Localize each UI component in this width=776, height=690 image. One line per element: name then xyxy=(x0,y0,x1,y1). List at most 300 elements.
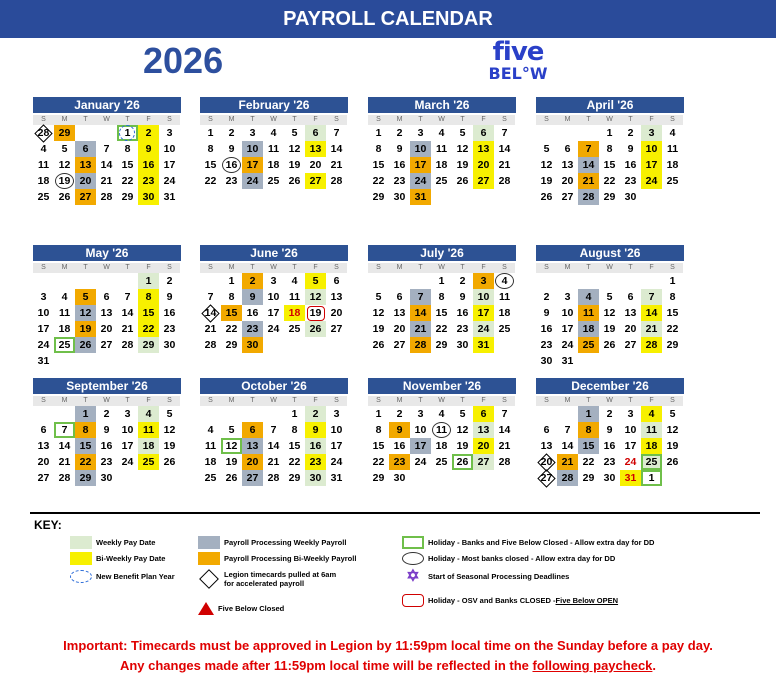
weekday-label: T xyxy=(410,396,431,406)
week-row xyxy=(536,305,684,321)
month-title: February '26 xyxy=(200,97,348,113)
day-cell: 11 xyxy=(435,143,448,155)
day-cell: 10 xyxy=(414,424,427,436)
weekday-label: W xyxy=(263,115,284,125)
key-seasonal: ✡ Start of Seasonal Processing Deadlines xyxy=(402,570,569,583)
day-cell: 5 xyxy=(459,408,466,420)
day-cell: 9 xyxy=(305,422,326,438)
month-title: October '26 xyxy=(200,378,348,394)
week-row xyxy=(536,422,684,438)
day-cell: 16 xyxy=(305,438,326,454)
day-cell: 21 xyxy=(204,323,217,335)
key-legion: Legion timecards pulled at 6am for accelerated payroll xyxy=(198,570,336,588)
month-title: May '26 xyxy=(33,245,181,261)
weekday-header xyxy=(200,261,348,273)
day-cell: 22 xyxy=(204,175,217,187)
day-cell: 7 xyxy=(578,141,599,157)
day-cell: 1 xyxy=(375,408,382,420)
day-cell: 2 xyxy=(627,127,634,139)
day-cell: 18 xyxy=(666,159,679,171)
day-cell xyxy=(200,406,221,422)
day-cell: 26 xyxy=(372,339,385,351)
month-title: March '26 xyxy=(368,97,516,113)
day-cell: 9 xyxy=(166,291,173,303)
day-cell xyxy=(75,353,96,369)
week-row xyxy=(200,305,348,321)
day-cell: 1 xyxy=(375,127,382,139)
day-cell: 20 xyxy=(561,175,574,187)
month-1 xyxy=(33,97,181,205)
weekday-label: T xyxy=(578,115,599,125)
day-cell: 27 xyxy=(100,339,113,351)
day-cell: 10 xyxy=(242,141,263,157)
weekday-label: S xyxy=(494,115,515,125)
day-cell: 5 xyxy=(375,291,382,303)
weekday-label: M xyxy=(221,396,242,406)
day-cell: 21 xyxy=(58,456,71,468)
day-cell: 27 xyxy=(242,470,263,486)
day-cell: 2 xyxy=(606,408,613,420)
day-cell: 9 xyxy=(396,143,403,155)
day-cell: 29 xyxy=(138,337,159,353)
day-cell: 7 xyxy=(641,289,662,305)
day-cell: 26 xyxy=(305,321,326,337)
day-cell: 6 xyxy=(473,406,494,422)
day-cell: 23 xyxy=(305,454,326,470)
day-cell: 30 xyxy=(305,470,326,486)
key-holiday-oval: Holiday - Most banks closed - Allow extra day for DD xyxy=(402,552,615,565)
weekday-label: S xyxy=(326,396,347,406)
day-cell: 8 xyxy=(207,143,214,155)
day-cell xyxy=(452,189,473,205)
week-row xyxy=(368,422,516,438)
day-cell: 16 xyxy=(624,159,637,171)
day-cell: 22 xyxy=(435,323,448,335)
weekday-label: T xyxy=(117,396,138,406)
weekday-label: M xyxy=(54,115,75,125)
day-cell: 1 xyxy=(669,275,676,287)
day-cell: 29 xyxy=(225,339,238,351)
weekday-label: T xyxy=(242,263,263,273)
day-cell: 18 xyxy=(435,159,448,171)
weekday-label: F xyxy=(305,396,326,406)
day-cell: 25 xyxy=(37,191,50,203)
day-cell: 30 xyxy=(540,355,553,367)
day-cell: 21 xyxy=(330,159,343,171)
week-row xyxy=(368,141,516,157)
day-cell: 11 xyxy=(58,307,71,319)
day-cell: 20 xyxy=(393,323,406,335)
day-cell: 8 xyxy=(75,422,96,438)
day-cell: 27 xyxy=(561,191,574,203)
week-row xyxy=(200,173,348,189)
weekday-header xyxy=(368,113,516,125)
day-cell: 15 xyxy=(603,159,616,171)
day-cell: 12 xyxy=(603,307,616,319)
day-cell xyxy=(578,353,599,369)
weekday-label: T xyxy=(284,396,305,406)
week-row xyxy=(368,189,516,205)
week-row xyxy=(368,438,516,454)
day-cell: 2 xyxy=(228,127,235,139)
day-cell: 22 xyxy=(372,175,385,187)
day-cell: 20 xyxy=(624,323,637,335)
day-cell: 11 xyxy=(641,422,662,438)
day-cell: 24 xyxy=(267,323,280,335)
weekday-label: S xyxy=(326,263,347,273)
star-icon: ✡ xyxy=(406,568,420,585)
day-cell: 19 xyxy=(540,175,553,187)
weekday-label: F xyxy=(305,263,326,273)
day-cell: 15 xyxy=(138,305,159,321)
day-cell: 8 xyxy=(438,291,445,303)
day-cell: 20 xyxy=(309,159,322,171)
month-5 xyxy=(33,245,181,369)
day-cell: 31 xyxy=(330,472,343,484)
day-cell: 15 xyxy=(75,438,96,454)
day-cell: 13 xyxy=(561,159,574,171)
week-row xyxy=(33,305,181,321)
day-cell: 29 xyxy=(372,472,385,484)
day-cell xyxy=(662,189,683,205)
day-cell: 28 xyxy=(58,472,71,484)
month-title: June '26 xyxy=(200,245,348,261)
day-cell: 4 xyxy=(291,275,298,287)
day-cell: 15 xyxy=(435,307,448,319)
key-benefit-plan: New Benefit Plan Year xyxy=(70,570,175,583)
day-cell: 28 xyxy=(557,470,578,486)
day-cell: 10 xyxy=(624,424,637,436)
weekday-label: T xyxy=(284,263,305,273)
day-cell: 19 xyxy=(225,456,238,468)
day-cell: 12 xyxy=(540,159,553,171)
week-row xyxy=(536,438,684,454)
day-cell: 21 xyxy=(641,321,662,337)
week-row xyxy=(368,321,516,337)
day-cell: 12 xyxy=(221,438,242,454)
weekday-label: S xyxy=(159,396,180,406)
day-cell xyxy=(536,125,557,141)
week-row xyxy=(33,189,181,205)
weekday-label: T xyxy=(620,115,641,125)
day-cell: 1 xyxy=(606,127,613,139)
day-cell: 24 xyxy=(624,456,637,468)
day-cell: 27 xyxy=(473,454,494,470)
day-cell: 18 xyxy=(138,438,159,454)
day-cell: 20 xyxy=(100,323,113,335)
day-cell xyxy=(578,125,599,141)
day-cell: 4 xyxy=(438,127,445,139)
weekday-label: F xyxy=(473,263,494,273)
day-cell xyxy=(221,406,242,422)
month-title: November '26 xyxy=(368,378,516,394)
key-closed: Five Below Closed xyxy=(198,602,284,615)
weekday-label: T xyxy=(452,263,473,273)
day-cell xyxy=(159,353,180,369)
day-cell: 11 xyxy=(267,143,280,155)
day-cell: 27 xyxy=(624,339,637,351)
day-cell: 3 xyxy=(249,127,256,139)
day-cell xyxy=(117,353,138,369)
weekday-label: M xyxy=(389,115,410,125)
day-cell: 24 xyxy=(641,173,662,189)
day-cell: 15 xyxy=(372,440,385,452)
day-cell xyxy=(263,406,284,422)
day-cell: 23 xyxy=(225,175,238,187)
legend-key xyxy=(30,512,760,624)
week-row xyxy=(536,125,684,141)
day-cell: 15 xyxy=(666,307,679,319)
day-cell: 7 xyxy=(124,291,131,303)
week-row xyxy=(536,353,684,369)
day-cell xyxy=(536,273,557,289)
weekday-header xyxy=(33,261,181,273)
day-cell: 25 xyxy=(666,175,679,187)
day-cell: 20 xyxy=(536,454,557,470)
day-cell: 27 xyxy=(305,173,326,189)
day-cell: 17 xyxy=(641,157,662,173)
day-cell: 17 xyxy=(330,440,343,452)
month-10 xyxy=(200,378,348,486)
weekday-label: S xyxy=(200,263,221,273)
weekday-label: W xyxy=(96,115,117,125)
week-row xyxy=(536,157,684,173)
day-cell: 7 xyxy=(103,143,110,155)
day-cell: 24 xyxy=(473,321,494,337)
day-cell xyxy=(599,273,620,289)
day-cell: 23 xyxy=(540,339,553,351)
day-cell: 6 xyxy=(40,424,47,436)
weekday-header xyxy=(536,394,684,406)
day-cell: 16 xyxy=(138,157,159,173)
day-cell: 19 xyxy=(305,305,326,321)
day-cell: 9 xyxy=(103,424,110,436)
day-cell: 19 xyxy=(666,440,679,452)
day-cell: 6 xyxy=(242,422,263,438)
day-cell: 17 xyxy=(561,323,574,335)
day-cell: 14 xyxy=(200,305,221,321)
day-cell: 31 xyxy=(410,189,431,205)
day-cell: 9 xyxy=(627,143,634,155)
day-cell: 19 xyxy=(456,440,469,452)
day-cell: 14 xyxy=(498,143,511,155)
day-cell: 14 xyxy=(58,440,71,452)
day-cell: 23 xyxy=(389,454,410,470)
day-cell: 21 xyxy=(121,323,134,335)
day-cell: 11 xyxy=(37,159,50,171)
weekday-header xyxy=(200,394,348,406)
month-title: April '26 xyxy=(536,97,684,113)
day-cell: 6 xyxy=(473,125,494,141)
day-cell: 28 xyxy=(410,337,431,353)
day-cell: 24 xyxy=(242,173,263,189)
week-row xyxy=(33,289,181,305)
day-cell: 20 xyxy=(242,454,263,470)
day-cell xyxy=(33,273,54,289)
weekday-label: W xyxy=(599,115,620,125)
weekday-label: F xyxy=(641,115,662,125)
day-cell: 14 xyxy=(100,159,113,171)
day-cell: 26 xyxy=(456,175,469,187)
day-cell xyxy=(641,273,662,289)
month-4 xyxy=(536,97,684,205)
day-cell: 29 xyxy=(75,470,96,486)
week-row xyxy=(200,125,348,141)
day-cell: 10 xyxy=(163,143,176,155)
day-cell xyxy=(305,337,326,353)
day-cell: 28 xyxy=(33,125,54,141)
weekday-label: M xyxy=(221,263,242,273)
year-title: 2026 xyxy=(143,40,224,81)
weekday-label: F xyxy=(305,115,326,125)
day-cell: 2 xyxy=(242,273,263,289)
day-cell: 12 xyxy=(305,289,326,305)
day-cell: 14 xyxy=(330,143,343,155)
day-cell xyxy=(431,189,452,205)
weekday-label: S xyxy=(159,115,180,125)
day-cell: 12 xyxy=(456,424,469,436)
day-cell: 4 xyxy=(438,408,445,420)
day-cell: 28 xyxy=(204,339,217,351)
weekday-label: T xyxy=(117,263,138,273)
weekday-label: W xyxy=(431,263,452,273)
day-cell: 4 xyxy=(138,406,159,422)
logo-text-bottom: BEL°W xyxy=(488,64,548,83)
day-cell: 7 xyxy=(410,289,431,305)
day-cell: 24 xyxy=(414,456,427,468)
weekday-label: S xyxy=(662,396,683,406)
weekday-header xyxy=(200,113,348,125)
week-row xyxy=(536,173,684,189)
week-row xyxy=(368,406,516,422)
day-cell: 14 xyxy=(561,440,574,452)
day-cell: 29 xyxy=(54,125,75,141)
day-cell: 24 xyxy=(561,339,574,351)
day-cell: 11 xyxy=(498,291,511,303)
weekday-label: T xyxy=(242,396,263,406)
day-cell: 8 xyxy=(578,422,599,438)
weekday-label: S xyxy=(368,263,389,273)
day-cell: 25 xyxy=(267,175,280,187)
week-row xyxy=(200,321,348,337)
logo-text-top: five xyxy=(492,37,544,67)
day-cell: 6 xyxy=(333,275,340,287)
day-cell: 5 xyxy=(228,424,235,436)
day-cell: 19 xyxy=(288,159,301,171)
weekday-label: T xyxy=(242,115,263,125)
weekday-label: F xyxy=(138,396,159,406)
day-cell xyxy=(200,273,221,289)
day-cell xyxy=(75,273,96,289)
day-cell: 11 xyxy=(578,305,599,321)
day-cell: 22 xyxy=(121,175,134,187)
day-cell: 23 xyxy=(624,175,637,187)
weekday-label: S xyxy=(494,396,515,406)
day-cell xyxy=(536,406,557,422)
day-cell: 6 xyxy=(564,143,571,155)
day-cell: 15 xyxy=(204,159,217,171)
weekday-label: S xyxy=(494,263,515,273)
day-cell: 8 xyxy=(228,291,235,303)
day-cell: 30 xyxy=(100,472,113,484)
day-cell: 6 xyxy=(627,291,634,303)
day-cell: 14 xyxy=(578,157,599,173)
day-cell: 21 xyxy=(557,454,578,470)
weekday-label: S xyxy=(200,115,221,125)
day-cell xyxy=(473,189,494,205)
weekday-label: S xyxy=(662,115,683,125)
day-cell: 16 xyxy=(393,440,406,452)
day-cell: 26 xyxy=(540,191,553,203)
day-cell: 5 xyxy=(305,273,326,289)
day-cell: 16 xyxy=(603,440,616,452)
day-cell: 24 xyxy=(37,339,50,351)
month-title: September '26 xyxy=(33,378,181,394)
day-cell: 29 xyxy=(288,472,301,484)
month-2 xyxy=(200,97,348,189)
day-cell xyxy=(54,406,75,422)
day-cell: 8 xyxy=(669,291,676,303)
day-cell: 23 xyxy=(393,175,406,187)
month-title: August '26 xyxy=(536,245,684,261)
day-cell: 28 xyxy=(641,337,662,353)
day-cell xyxy=(494,337,515,353)
week-row xyxy=(200,141,348,157)
day-cell: 10 xyxy=(641,141,662,157)
weekday-label: F xyxy=(473,396,494,406)
day-cell: 3 xyxy=(270,275,277,287)
day-cell: 10 xyxy=(37,307,50,319)
key-biweekly-pay: Bi-Weekly Pay Date xyxy=(70,552,165,565)
day-cell: 2 xyxy=(543,291,550,303)
day-cell: 5 xyxy=(61,143,68,155)
day-cell: 25 xyxy=(288,323,301,335)
day-cell xyxy=(620,353,641,369)
key-title: KEY: xyxy=(34,518,62,532)
day-cell xyxy=(494,189,515,205)
day-cell: 9 xyxy=(459,291,466,303)
day-cell: 10 xyxy=(267,291,280,303)
week-row xyxy=(368,273,516,289)
week-row xyxy=(33,337,181,353)
day-cell: 9 xyxy=(543,307,550,319)
day-cell: 30 xyxy=(603,472,616,484)
day-cell: 3 xyxy=(124,408,131,420)
weekday-label: T xyxy=(452,396,473,406)
day-cell: 7 xyxy=(501,408,508,420)
day-cell: 19 xyxy=(456,159,469,171)
day-cell: 2 xyxy=(138,125,159,141)
day-cell: 16 xyxy=(456,307,469,319)
day-cell xyxy=(96,353,117,369)
day-cell xyxy=(557,406,578,422)
day-cell: 23 xyxy=(603,456,616,468)
day-cell: 27 xyxy=(37,472,50,484)
week-row xyxy=(536,289,684,305)
weekday-label: T xyxy=(620,396,641,406)
day-cell: 22 xyxy=(372,456,385,468)
day-cell: 17 xyxy=(410,438,431,454)
day-cell: 17 xyxy=(121,440,134,452)
week-row xyxy=(200,438,348,454)
weekday-header xyxy=(536,113,684,125)
day-cell: 23 xyxy=(456,323,469,335)
day-cell xyxy=(54,273,75,289)
day-cell: 25 xyxy=(641,454,662,470)
weekday-label: M xyxy=(54,263,75,273)
weekday-label: M xyxy=(557,115,578,125)
day-cell: 6 xyxy=(396,291,403,303)
